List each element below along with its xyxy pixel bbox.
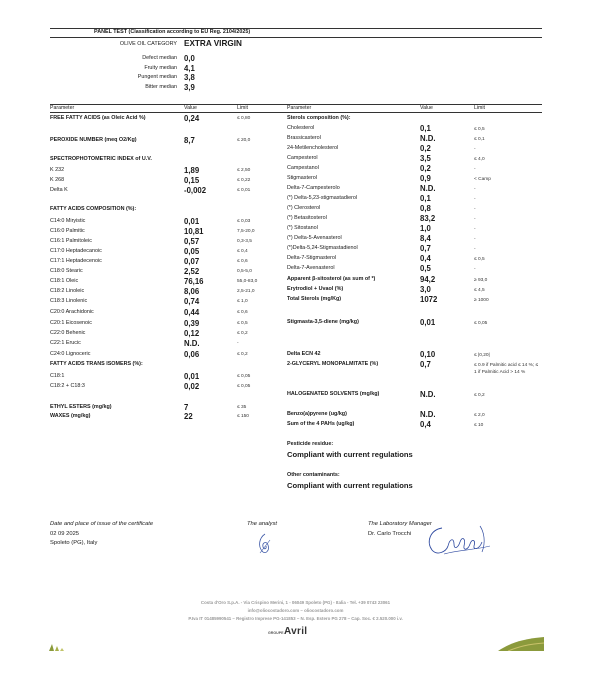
row-value: 0,4 (420, 420, 431, 429)
row-parameter: C18:0 Stearic (50, 268, 83, 274)
panel-row-label: Defect median (142, 55, 177, 61)
row-parameter: C16:0 Palmitic (50, 228, 85, 234)
row-parameter: (*) Delta-5,23-stigmastadierol (287, 195, 358, 201)
row-limit: 0,5-5,0 (237, 269, 252, 274)
row-parameter: Delta ECN 42 (287, 351, 321, 357)
table-row-right (0, 134, 591, 143)
table-row-right (0, 184, 591, 193)
row-limit: ≤ 0,1 (474, 137, 485, 142)
row-parameter: C20:1 Eicosenoic (50, 320, 92, 326)
row-value: N.D. (184, 339, 200, 348)
hill-right-decoration (498, 637, 544, 656)
row-parameter: (*) Clerosterol (287, 205, 321, 211)
header-value-right: Value (420, 105, 433, 111)
row-value: 76,16 (184, 277, 204, 286)
row-value: 0,2 (420, 144, 431, 153)
row-limit: ≤ 0,4 (237, 249, 248, 254)
row-parameter: C18:2 Linoleic (50, 288, 85, 294)
row-value: 0,2 (420, 164, 431, 173)
row-limit: 7,5-20,0 (237, 229, 255, 234)
table-row-left (0, 339, 591, 348)
row-limit: ≤ |0,20| (474, 353, 490, 358)
row-parameter: PEROXIDE NUMBER (meq O2/Kg) (50, 137, 137, 143)
date-value: 02 09 2025 (50, 531, 80, 537)
row-parameter: C14:0 Miryistic (50, 218, 86, 224)
row-limit: ≤ 0,05 (237, 374, 251, 379)
row-parameter: Cholesterol (287, 125, 315, 131)
row-parameter: Campestanol (287, 165, 319, 171)
row-parameter: C24:0 Lignoceric (50, 351, 91, 357)
row-limit: ≤ 10 (474, 423, 484, 428)
row-value: 1,89 (184, 166, 200, 175)
row-value: 0,01 (420, 318, 436, 327)
row-limit: - (474, 227, 476, 232)
panel-row-value: 4,1 (184, 63, 195, 73)
panel-row-label: Bitter median (145, 83, 177, 90)
row-parameter: FATTY ACIDS COMPOSITION (%): (50, 206, 137, 212)
row-limit: 55,0-83,0 (237, 279, 258, 284)
row-value: 0,39 (184, 319, 200, 328)
row-value: 0,57 (184, 237, 200, 246)
table-row-right (0, 124, 591, 133)
row-limit: - (474, 187, 476, 192)
row-limit: - (237, 341, 239, 346)
row-value: 3,5 (420, 154, 431, 163)
row-parameter: HALOGENATED SOLVENTS (mg/kg) (287, 391, 380, 397)
footer-company-line: Costa d'Oro S.p.A. - Via Crispino Merini, 1 - 06049 Spoleto (PG) - Italia - Tel. +39 0743 23061 (200, 600, 391, 605)
row-value: -0,002 (184, 186, 207, 195)
row-parameter: Stigmasterol (287, 175, 317, 181)
row-limit: ≤ 2,50 (237, 168, 251, 173)
row-limit: 2,5-21,0 (237, 289, 255, 294)
row-limit: ≤ 150 (237, 414, 249, 419)
row-value: 0,05 (184, 247, 200, 256)
row-limit: ≤ 0,6 (237, 310, 248, 315)
row-limit: ≤ 0,6 (237, 259, 248, 264)
row-value: 0,24 (184, 114, 200, 123)
table-row-right (0, 214, 591, 223)
header-limit-right: Limit (474, 105, 485, 111)
row-value: 0,07 (184, 257, 200, 266)
row-value: 0,1 (420, 124, 431, 133)
row-parameter: Brassicasterol (287, 135, 321, 141)
table-row-right (0, 234, 591, 243)
row-value: 0,06 (184, 350, 200, 359)
row-value: 10,81 (184, 227, 204, 236)
footer-registry-line: P.Iva IT 01485990541 – Registro Imprese PG-141853 – N. Esp. Estero PG 278 – Cap. Soc. € 2.520.000 i.v. (188, 616, 403, 621)
row-limit: - (474, 167, 476, 172)
row-value: 83,2 (420, 214, 436, 223)
row-parameter: C17:1 Heptadecenoic (50, 258, 102, 264)
row-value: 0,1 (420, 194, 431, 203)
row-limit: - (474, 237, 476, 242)
row-limit: ≤ 0.9 if Palmitic acid ≤ 14 %; ≤ 1 if Palmitic Acid > 14 % (474, 363, 539, 376)
table-row-right (0, 164, 591, 173)
row-parameter: 2-GLYCERYL MONOPALMITATE (%) (287, 361, 379, 367)
row-value: 94,2 (420, 275, 436, 284)
row-limit: ≤ 0,2 (474, 393, 485, 398)
table-row-right (0, 114, 591, 123)
row-value: 0,74 (184, 297, 200, 306)
row-value: 3,0 (420, 285, 431, 294)
row-value: 8,06 (184, 287, 200, 296)
row-value: 0,5 (420, 264, 431, 273)
row-parameter: C18:3 Linolenic (50, 298, 88, 304)
table-row-right (0, 390, 591, 399)
table-row-right (0, 144, 591, 153)
row-limit: ≤ 0,22 (237, 178, 251, 183)
row-value: 8,7 (184, 136, 195, 145)
row-limit: ≤ 0,03 (237, 219, 251, 224)
analyst-label: The analyst (247, 521, 277, 527)
row-value: N.D. (420, 390, 436, 399)
table-row-right (0, 275, 591, 284)
row-value: 8,4 (420, 234, 431, 243)
row-limit: - (474, 217, 476, 222)
row-parameter: Sum of the 4 PAHs (ug/kg) (287, 421, 355, 427)
pesticide-label: Pesticide residue: (287, 441, 334, 447)
footer-contact-line: info@oliocostadoro.com – oliocostadoro.com (247, 608, 344, 613)
row-parameter: (*) Betasitosterol (287, 215, 327, 221)
table-row-right (0, 350, 591, 359)
row-limit: ≤ 0,5 (474, 127, 485, 132)
row-parameter: SPECTROPHOTOMETRIC INDEX of U.V. (50, 156, 152, 162)
row-limit: < Camp (474, 177, 491, 182)
row-parameter: Erytrodiol + Uvaol (%) (287, 286, 344, 292)
table-header-bottom-rule (50, 112, 542, 113)
row-parameter: FREE FATTY ACIDS (as Oleic Acid %) (50, 115, 146, 121)
panel-row-label: Fruity median (144, 64, 177, 71)
row-limit: ≤ 20,0 (237, 138, 251, 143)
header-value-left: Value (184, 105, 197, 111)
row-limit: ≤ 0,05 (237, 384, 251, 389)
row-limit: ≤ 35 (237, 405, 247, 410)
category-value: EXTRA VIRGIN (184, 39, 242, 48)
row-limit: - (474, 197, 476, 202)
row-parameter: K 268 (50, 177, 65, 183)
row-parameter: C18:1 Oleic (50, 278, 79, 284)
table-row-right (0, 254, 591, 263)
row-value: 0,7 (420, 360, 431, 369)
row-parameter: C18:1 (50, 373, 65, 379)
row-parameter: C22:1 Erucic (50, 340, 81, 346)
row-limit: ≤ 2,0 (474, 413, 485, 418)
row-limit: ≥ 93,0 (474, 278, 488, 283)
row-parameter: (*) Sitostanol (287, 225, 318, 231)
row-value: 1,0 (420, 224, 431, 233)
table-row-right (0, 174, 591, 183)
row-limit: ≤ 0,05 (474, 321, 488, 326)
manager-name: Dr. Carlo Trocchi (368, 531, 412, 537)
table-row-left (0, 308, 591, 317)
row-parameter: K 232 (50, 167, 65, 173)
row-parameter: (*) Delta-5-Avenasterol (287, 235, 342, 241)
analyst-signature (256, 532, 274, 561)
table-row-right (0, 264, 591, 273)
table-row-left (0, 329, 591, 338)
row-parameter: C16:1 Palmitoleic (50, 238, 92, 244)
row-parameter: C17:0 Heptadecanoic (50, 248, 102, 254)
row-value: N.D. (420, 410, 436, 419)
panel-row-value: 0,0 (184, 54, 195, 63)
row-parameter: Delta-7-Avenasterol (287, 265, 335, 271)
table-row-right (0, 244, 591, 253)
table-row-right (0, 194, 591, 203)
table-row-right (0, 318, 591, 327)
row-value: 0,15 (184, 176, 200, 185)
header-limit-left: Limit (237, 105, 248, 111)
row-limit: ≤ 4,5 (474, 288, 485, 293)
row-parameter: Stigmasta-3,5-diene (mg/kg) (287, 319, 359, 325)
row-limit: - (474, 247, 476, 252)
row-value: 1072 (420, 295, 438, 304)
row-parameter: Total Sterols (mg/Kg) (287, 296, 342, 302)
panel-row-label: Pungent median (137, 74, 177, 80)
panel-title: PANEL TEST (Classification according to EU Reg. 2104/2025) (94, 29, 251, 35)
row-limit: ≤ 0,01 (237, 188, 251, 193)
row-value: N.D. (420, 184, 436, 193)
date-label: Date and place of issue of the certificate (50, 521, 154, 527)
row-value: 7 (184, 403, 189, 412)
table-row-right (0, 295, 591, 304)
category-label: OLIVE OIL CATEGORY (119, 41, 177, 47)
header-parameter-left: Parameter (50, 105, 75, 111)
contaminants-value: Compliant with current regulations (287, 481, 413, 490)
row-parameter: FATTY ACIDS TRANS ISOMERS (%): (50, 361, 143, 367)
brand-logo: Avril (284, 626, 308, 637)
row-value: 0,7 (420, 244, 431, 253)
row-value: 0,9 (420, 174, 431, 183)
row-value: 0,12 (184, 329, 200, 338)
row-parameter: C20:0 Arachidonic (50, 309, 94, 315)
row-parameter: Apparent β-sitosterol (as sum of *) (287, 276, 376, 282)
row-value: N.D. (420, 134, 436, 143)
row-value: 0,02 (184, 382, 200, 391)
row-value: 0,44 (184, 308, 200, 317)
row-parameter: WAXES (mg/kg) (50, 413, 91, 419)
panel-title-rule (50, 37, 542, 38)
row-limit: ≤ 0,5 (474, 257, 485, 262)
pesticide-value: Compliant with current regulations (287, 450, 413, 459)
row-parameter: ETHYL ESTERS (mg/kg) (50, 404, 112, 410)
group-label: GROUPE (268, 631, 284, 635)
row-parameter: Delta-7-Stigmasterol (287, 255, 337, 261)
panel-row-value: 3,8 (184, 73, 195, 82)
olive-branch-left-decoration (48, 639, 72, 657)
row-limit: ≤ 4,0 (474, 157, 485, 162)
row-parameter: Delta K (50, 187, 68, 193)
row-value: 2,52 (184, 267, 200, 276)
row-limit: ≤ 0,2 (237, 331, 248, 336)
row-limit: 0,3-3,5 (237, 239, 252, 244)
place-value: Spoleto (PG), Italy (50, 540, 98, 546)
row-limit: ≤ 0,5 (237, 321, 248, 326)
row-value: 22 (184, 412, 193, 421)
row-limit: ≤ 1,0 (237, 299, 248, 304)
row-limit: ≤ 0,80 (237, 116, 251, 121)
row-parameter: 24-Metilencholesterol (287, 145, 339, 151)
table-row-right (0, 154, 591, 163)
row-parameter: Campesterol (287, 155, 318, 161)
table-row-right (0, 420, 591, 429)
row-limit: - (474, 147, 476, 152)
manager-label: The Laboratory Manager (368, 521, 432, 527)
row-parameter: Delta-7-Campesterolo (287, 185, 340, 191)
panel-row-value: 3,9 (184, 82, 195, 92)
table-row-right (0, 285, 591, 294)
row-limit: ≥ 1000 (474, 298, 489, 303)
row-limit: ≤ 0,2 (237, 352, 248, 357)
row-parameter: (*)Delta-5,24-Stigmastadienol (287, 245, 358, 251)
row-parameter: C22:0 Behenic (50, 330, 86, 336)
table-row-right (0, 224, 591, 233)
table-row-right (0, 204, 591, 213)
row-value: 0,4 (420, 254, 431, 263)
table-row-right (0, 410, 591, 419)
row-parameter: Sterols composition (%): (287, 115, 351, 121)
row-value: 0,8 (420, 204, 431, 213)
row-value: 0,01 (184, 372, 200, 381)
row-value: 0,01 (184, 217, 200, 226)
row-limit: - (474, 207, 476, 212)
contaminants-label: Other contaminants: (287, 472, 340, 478)
header-parameter-right: Parameter (287, 105, 312, 111)
row-parameter: C18:2 + C18:3 (50, 383, 85, 389)
manager-signature (424, 520, 496, 569)
row-value: 0,10 (420, 350, 436, 359)
row-parameter: Benzo(a)pyrene (ug/kg) (287, 411, 347, 417)
row-limit: - (474, 267, 476, 272)
